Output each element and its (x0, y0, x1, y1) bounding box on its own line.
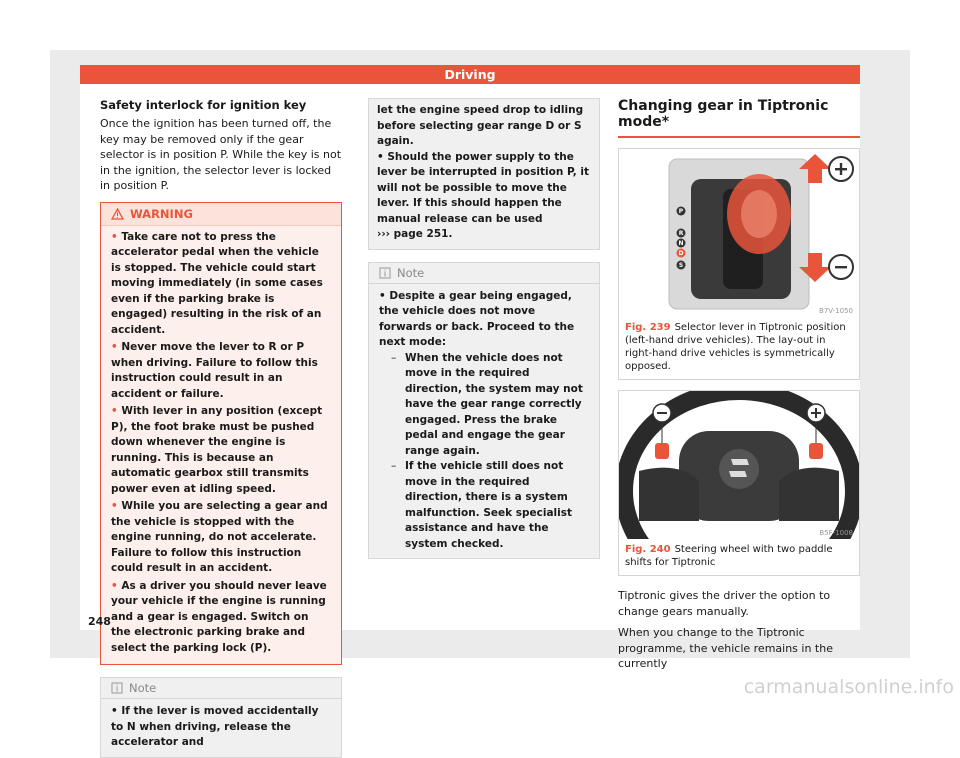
continued-text: let the engine speed drop to idling before selecting gear range D or S again. (377, 104, 584, 147)
note-item: • Despite a gear being engaged, the vehicle does not move forwards or back. Proceed to the next mode: (379, 289, 575, 348)
figure-code: B5F-1008 (819, 529, 853, 537)
gear-label-p: P (678, 208, 684, 215)
note-item: • If the lever is moved accidentally to N when driving, release the accelerator and (111, 705, 319, 748)
steering-wheel-illustration (619, 391, 859, 539)
info-icon (379, 267, 391, 279)
warning-item: • With lever in any position (except P), the foot brake must be pushed down whenever the engine is running. This is because an automatic gearbox still transmits power even at idling speed. (111, 405, 323, 495)
info-icon (111, 682, 123, 694)
section-heading: Safety interlock for ignition key (100, 98, 307, 112)
warning-item: • Never move the lever to R or P when driving. Failure to follow this instruction could result in an accident or failure. (111, 341, 318, 400)
selector-lever-illustration (619, 149, 859, 317)
gear-label-r: R (678, 230, 684, 237)
body-paragraph: When you change to the Tiptronic programme, the vehicle remains in the currently (618, 626, 833, 670)
section-title: Changing gear in Tiptronic mode* (618, 98, 860, 138)
note-box (368, 262, 600, 560)
note-title: Note (397, 265, 425, 280)
warning-box (100, 202, 342, 666)
warning-item: • As a driver you should never leave your vehicle if the engine is running and a gear is engaged. Switch on the electronic parking brake and select the parking lock (P). (111, 579, 327, 654)
note-item: • Should the power supply to the lever be interrupted in position P, it will not be possible to move the lever. If this should happen the manual release can be used (377, 150, 589, 225)
figure-caption: Fig. 239 Selector lever in Tiptronic position (left-hand drive vehicles). The lay-out in right-hand drive vehicles is symmetrically opposed. (625, 322, 846, 372)
column-right (618, 98, 860, 678)
note-continued-box (368, 98, 600, 250)
figure-239 (618, 148, 860, 380)
note-subitem: – If the vehicle still does not move in the required direction, there is a system malfunction. Seek specialist assistance and have the system checked. (391, 460, 573, 550)
warning-item: • Take care not to press the accelerator pedal when the vehicle is stopped. The vehicle could start moving immediately (in some cases even if the parking brake is engaged) resulting in the risk of an accident. (111, 230, 323, 336)
warning-item: • While you are selecting a gear and the vehicle is stopped with the engine running, do not accelerate. Failure to follow this instruction could result in an accident. (111, 500, 328, 574)
body-paragraph: Tiptronic gives the driver the option to change gears manually. (618, 589, 831, 618)
warning-title: WARNING (130, 206, 193, 221)
warning-icon (111, 208, 124, 220)
gear-label-s: S (678, 262, 684, 269)
column-left (100, 98, 342, 758)
page-number: 248 (88, 615, 111, 628)
figure-240 (618, 390, 860, 576)
figure-code: B7V-1050 (819, 307, 853, 315)
gear-label-d: D (678, 250, 684, 257)
page-header: Driving (80, 65, 860, 84)
gear-label-n: N (678, 240, 684, 247)
column-middle (368, 98, 600, 559)
intro-paragraph: Once the ignition has been turned off, the key may be removed only if the gear selector is in position P. While the key is not in the ignition, the selector lever is locked in position P. (100, 117, 342, 192)
figure-caption: Fig. 240 Steering wheel with two paddle shifts for Tiptronic (625, 544, 833, 568)
watermark: carmanualsonline.info (743, 676, 954, 698)
note-subitem: – When the vehicle does not move in the required direction, the system may not have the gear range correctly engaged. Press the brake pedal and engage the gear range again. (391, 351, 583, 457)
warning-body (101, 226, 341, 665)
note-title: Note (129, 681, 157, 695)
page-reference-link[interactable]: ››› page 251. (377, 228, 453, 240)
note-box (100, 677, 342, 758)
